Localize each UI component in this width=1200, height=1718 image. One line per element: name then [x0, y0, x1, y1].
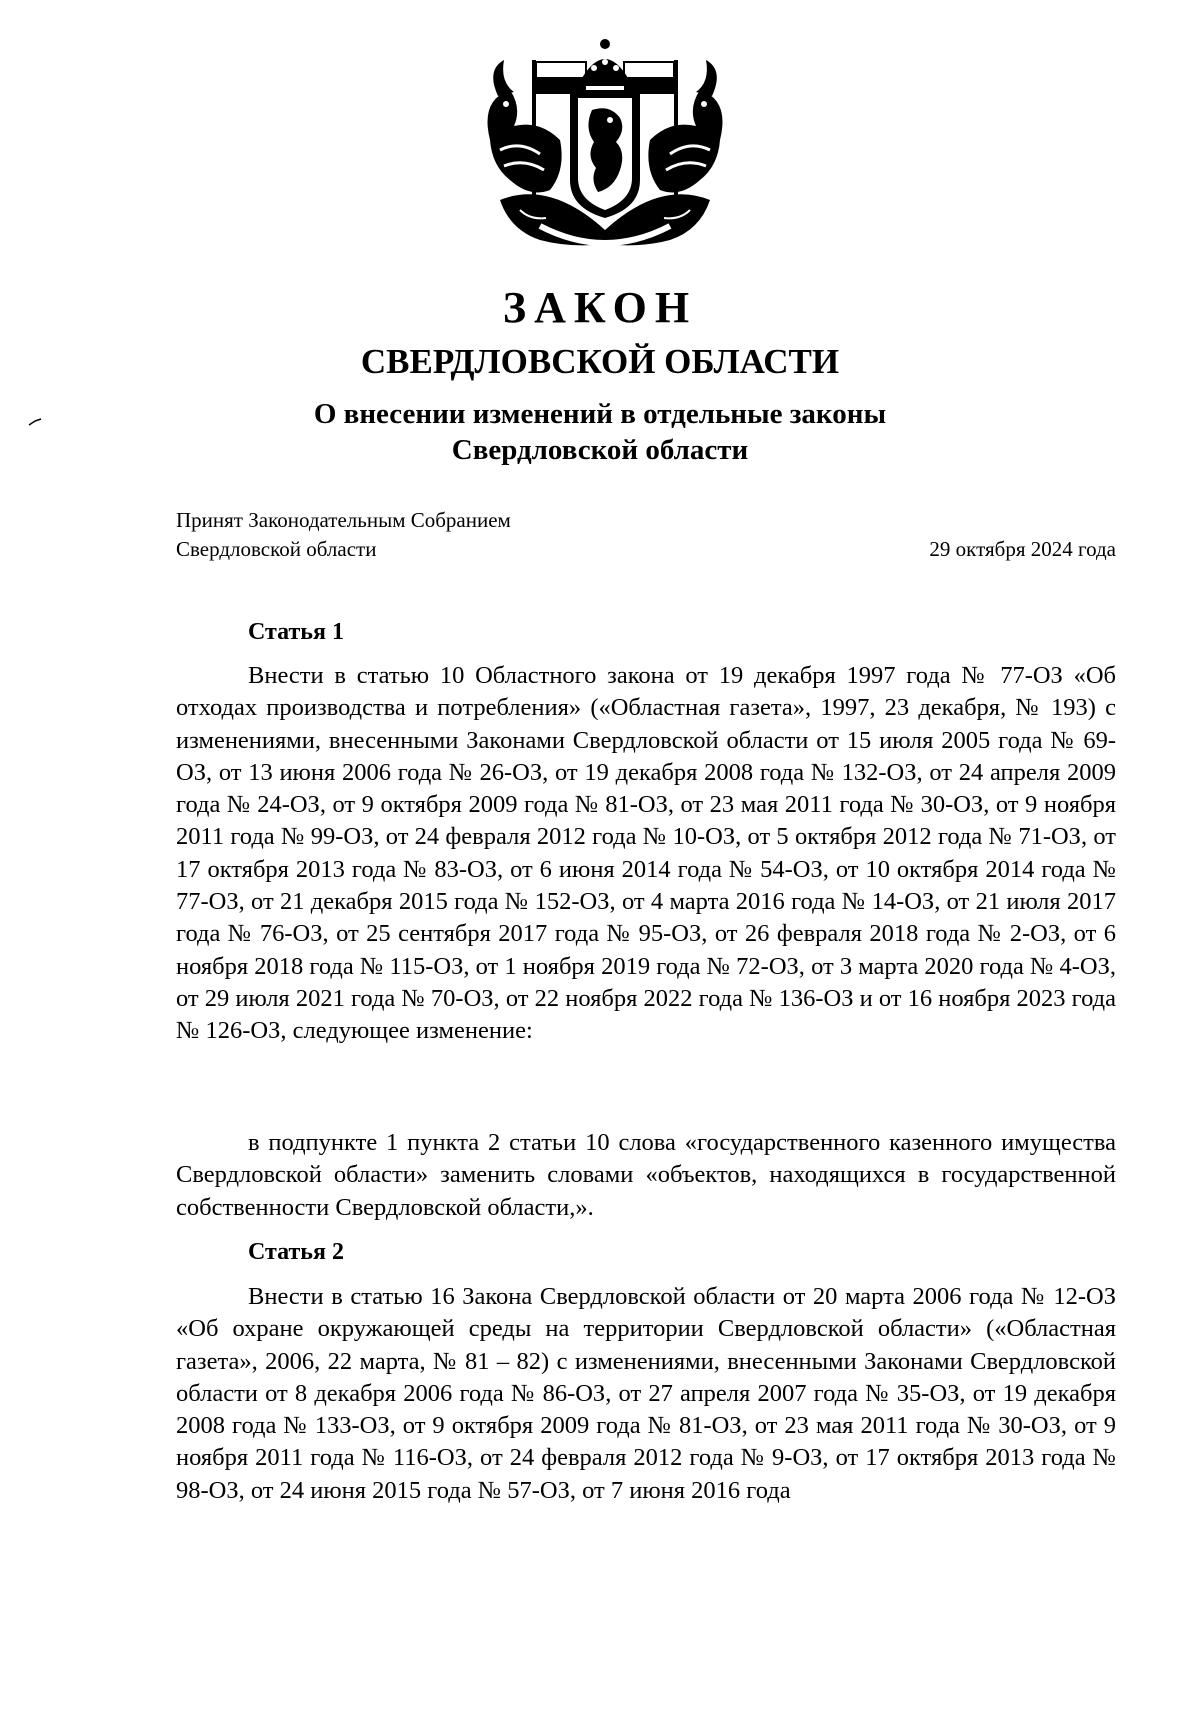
law-subject-title [0, 396, 1200, 468]
document-type-title: ЗАКОН [502, 283, 698, 332]
adoption-date: 29 октября 2024 года [929, 537, 1116, 561]
adoption-note [176, 506, 511, 564]
article-heading: Статья 2 [248, 1239, 344, 1265]
region-title: СВЕРДЛОВСКОЙ ОБЛАСТИ [360, 342, 840, 381]
article-paragraph: Внести в статью 10 Областного закона от 19 декабря 1997 года № 77-ОЗ «Об отходах производства и потребления» («Областная газета», 1997, 23 декабря, № 193) с изменениями, внесенными Законами Свердловской области от 15 июля 2005 года № 69-ОЗ, от 13 июня 2006 года № 26-ОЗ, от 19 декабря 2008 года № 132-ОЗ, от 24 апреля 2009 года № 24-ОЗ, от 9 октября 2009 года № 81-ОЗ, от 23 мая 2011 года № 30-ОЗ, от 9 ноября 2011 года № 99-ОЗ, от 24 февраля 2012 года № 10-ОЗ, от 5 октября 2012 года № 71-ОЗ, от 17 октября 2013 года № 83-ОЗ, от 6 июня 2014 года № 54-ОЗ, от 10 октября 2014 года № 77-ОЗ, от 21 декабря 2015 года № 152-ОЗ, от 4 марта 2016 года № 14-ОЗ, от 21 июля 2017 года № 76-ОЗ, от 25 сентября 2017 года № 95-ОЗ, от 26 февраля 2018 года № 2-ОЗ, от 6 ноября 2018 года № 115-ОЗ, от 1 ноября 2019 года № 72-ОЗ, от 3 марта 2020 года № 4-ОЗ, от 29 июля 2021 года № 70-ОЗ, от 22 ноября 2022 года № 136-ОЗ и от 16 ноября 2023 года № 126-ОЗ, следующее изменение: [176, 662, 1116, 1045]
coat-of-arms-icon [470, 30, 740, 260]
adoption-line: Свердловской области [176, 537, 377, 561]
article-paragraph: Внести в статью 16 Закона Свердловской области от 20 марта 2006 года № 12-ОЗ «Об охране окружающей среды на территории Свердловской области» («Областная газета», 2006, 22 марта, № 81 – 82) с изменениями, внесенными Законами Свердловской области от 8 декабря 2006 года № 86-ОЗ, от 27 апреля 2007 года № 35-ОЗ, от 19 декабря 2008 года № 133-ОЗ, от 9 октября 2009 года № 81-ОЗ, от 23 мая 2011 года № 30-ОЗ, от 9 ноября 2011 года № 116-ОЗ, от 24 февраля 2012 года № 9-ОЗ, от 17 октября 2013 года № 98-ОЗ, от 24 июня 2015 года № 57-ОЗ, от 7 июня 2016 года [176, 1283, 1116, 1504]
law-subject-line: О внесении изменений в отдельные законы [313, 398, 887, 430]
adoption-line: Принят Законодательным Собранием [176, 508, 511, 532]
law-subject-line: Свердловской области [451, 434, 749, 466]
article-paragraph: в подпункте 1 пункта 2 статьи 10 слова «государственного казенного имущества Свердловской области» заменить словами «объектов, находящихся в государственной собственности Свердловской области,». [176, 1129, 1116, 1221]
article-heading: Статья 1 [248, 619, 344, 645]
